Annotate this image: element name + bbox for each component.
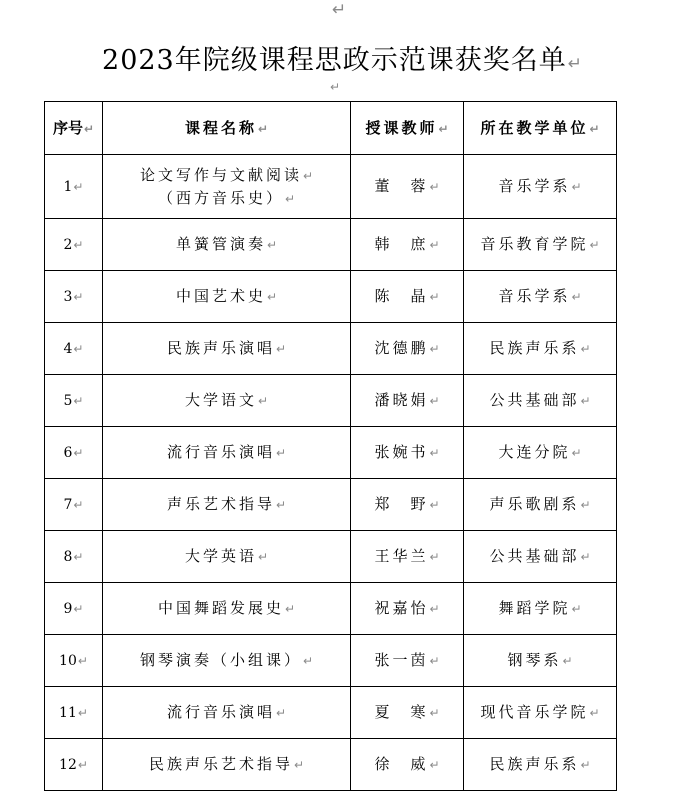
cell-index: 10↵ bbox=[45, 635, 103, 687]
cell-course: 中国艺术史↵ bbox=[103, 271, 351, 323]
cell-unit: 公共基础部↵ bbox=[464, 531, 617, 583]
header-unit: 所在教学单位↵ bbox=[464, 102, 617, 155]
paragraph-mark-icon: ↵ bbox=[332, 0, 347, 20]
table-row bbox=[45, 427, 617, 479]
cell-course: 流行音乐演唱↵ bbox=[103, 687, 351, 739]
cell-teacher: 郑 野↵ bbox=[351, 479, 464, 531]
table-row bbox=[45, 271, 617, 323]
cell-teacher: 潘晓娟↵ bbox=[351, 375, 464, 427]
cell-index: 6↵ bbox=[45, 427, 103, 479]
cell-teacher: 夏 寒↵ bbox=[351, 687, 464, 739]
cell-course: 大学语文↵ bbox=[103, 375, 351, 427]
table-row bbox=[45, 531, 617, 583]
cell-course: 民族声乐演唱↵ bbox=[103, 323, 351, 375]
cell-unit: 公共基础部↵ bbox=[464, 375, 617, 427]
cell-index: 11↵ bbox=[45, 687, 103, 739]
header-course: 课程名称↵ bbox=[103, 102, 351, 155]
table-row bbox=[45, 635, 617, 687]
cell-index: 9↵ bbox=[45, 583, 103, 635]
cell-unit: 民族声乐系↵ bbox=[464, 323, 617, 375]
page-title bbox=[0, 38, 685, 77]
cell-unit: 音乐学系↵ bbox=[464, 271, 617, 323]
table-row bbox=[45, 375, 617, 427]
cell-course: 大学英语↵ bbox=[103, 531, 351, 583]
table-header-row bbox=[45, 102, 617, 155]
table-row bbox=[45, 323, 617, 375]
cell-index: 3↵ bbox=[45, 271, 103, 323]
cell-course: 中国舞蹈发展史↵ bbox=[103, 583, 351, 635]
table-row bbox=[45, 687, 617, 739]
cell-teacher: 徐 威↵ bbox=[351, 739, 464, 791]
award-table bbox=[44, 101, 617, 791]
cell-unit: 音乐学系↵ bbox=[464, 155, 617, 219]
cell-index: 5↵ bbox=[45, 375, 103, 427]
cell-unit: 舞蹈学院↵ bbox=[464, 583, 617, 635]
cell-unit: 音乐教育学院↵ bbox=[464, 219, 617, 271]
cell-unit: 民族声乐系↵ bbox=[464, 739, 617, 791]
cell-course: 钢琴演奏（小组课）↵ bbox=[103, 635, 351, 687]
header-teacher: 授课教师↵ bbox=[351, 102, 464, 155]
cell-teacher: 董 蓉↵ bbox=[351, 155, 464, 219]
cell-teacher: 陈 晶↵ bbox=[351, 271, 464, 323]
cell-teacher: 沈德鹏↵ bbox=[351, 323, 464, 375]
cell-teacher: 王华兰↵ bbox=[351, 531, 464, 583]
cell-index: 12↵ bbox=[45, 739, 103, 791]
cell-teacher: 张婉书↵ bbox=[351, 427, 464, 479]
cell-index: 1↵ bbox=[45, 155, 103, 219]
cell-unit: 声乐歌剧系↵ bbox=[464, 479, 617, 531]
cell-teacher: 祝嘉怡↵ bbox=[351, 583, 464, 635]
title-text: 2023年院级课程思政示范课获奖名单 bbox=[102, 45, 567, 76]
table-row bbox=[45, 155, 617, 219]
paragraph-mark-icon: ↵ bbox=[330, 80, 341, 94]
cell-course: 流行音乐演唱↵ bbox=[103, 427, 351, 479]
cell-index: 4↵ bbox=[45, 323, 103, 375]
header-index: 序号↵ bbox=[45, 102, 103, 155]
cell-index: 8↵ bbox=[45, 531, 103, 583]
table-row bbox=[45, 739, 617, 791]
cell-unit: 现代音乐学院↵ bbox=[464, 687, 617, 739]
cell-course: 单簧管演奏↵ bbox=[103, 219, 351, 271]
cell-teacher: 张一茵↵ bbox=[351, 635, 464, 687]
cell-teacher: 韩 庶↵ bbox=[351, 219, 464, 271]
cell-unit: 钢琴系↵ bbox=[464, 635, 617, 687]
table-row bbox=[45, 219, 617, 271]
table-row bbox=[45, 583, 617, 635]
cell-unit: 大连分院↵ bbox=[464, 427, 617, 479]
table-row bbox=[45, 479, 617, 531]
cell-index: 2↵ bbox=[45, 219, 103, 271]
cell-course: 声乐艺术指导↵ bbox=[103, 479, 351, 531]
paragraph-mark-icon: ↵ bbox=[567, 54, 583, 74]
cell-course: 论文写作与文献阅读↵ （西方音乐史）↵ bbox=[103, 155, 351, 219]
cell-course: 民族声乐艺术指导↵ bbox=[103, 739, 351, 791]
cell-index: 7↵ bbox=[45, 479, 103, 531]
